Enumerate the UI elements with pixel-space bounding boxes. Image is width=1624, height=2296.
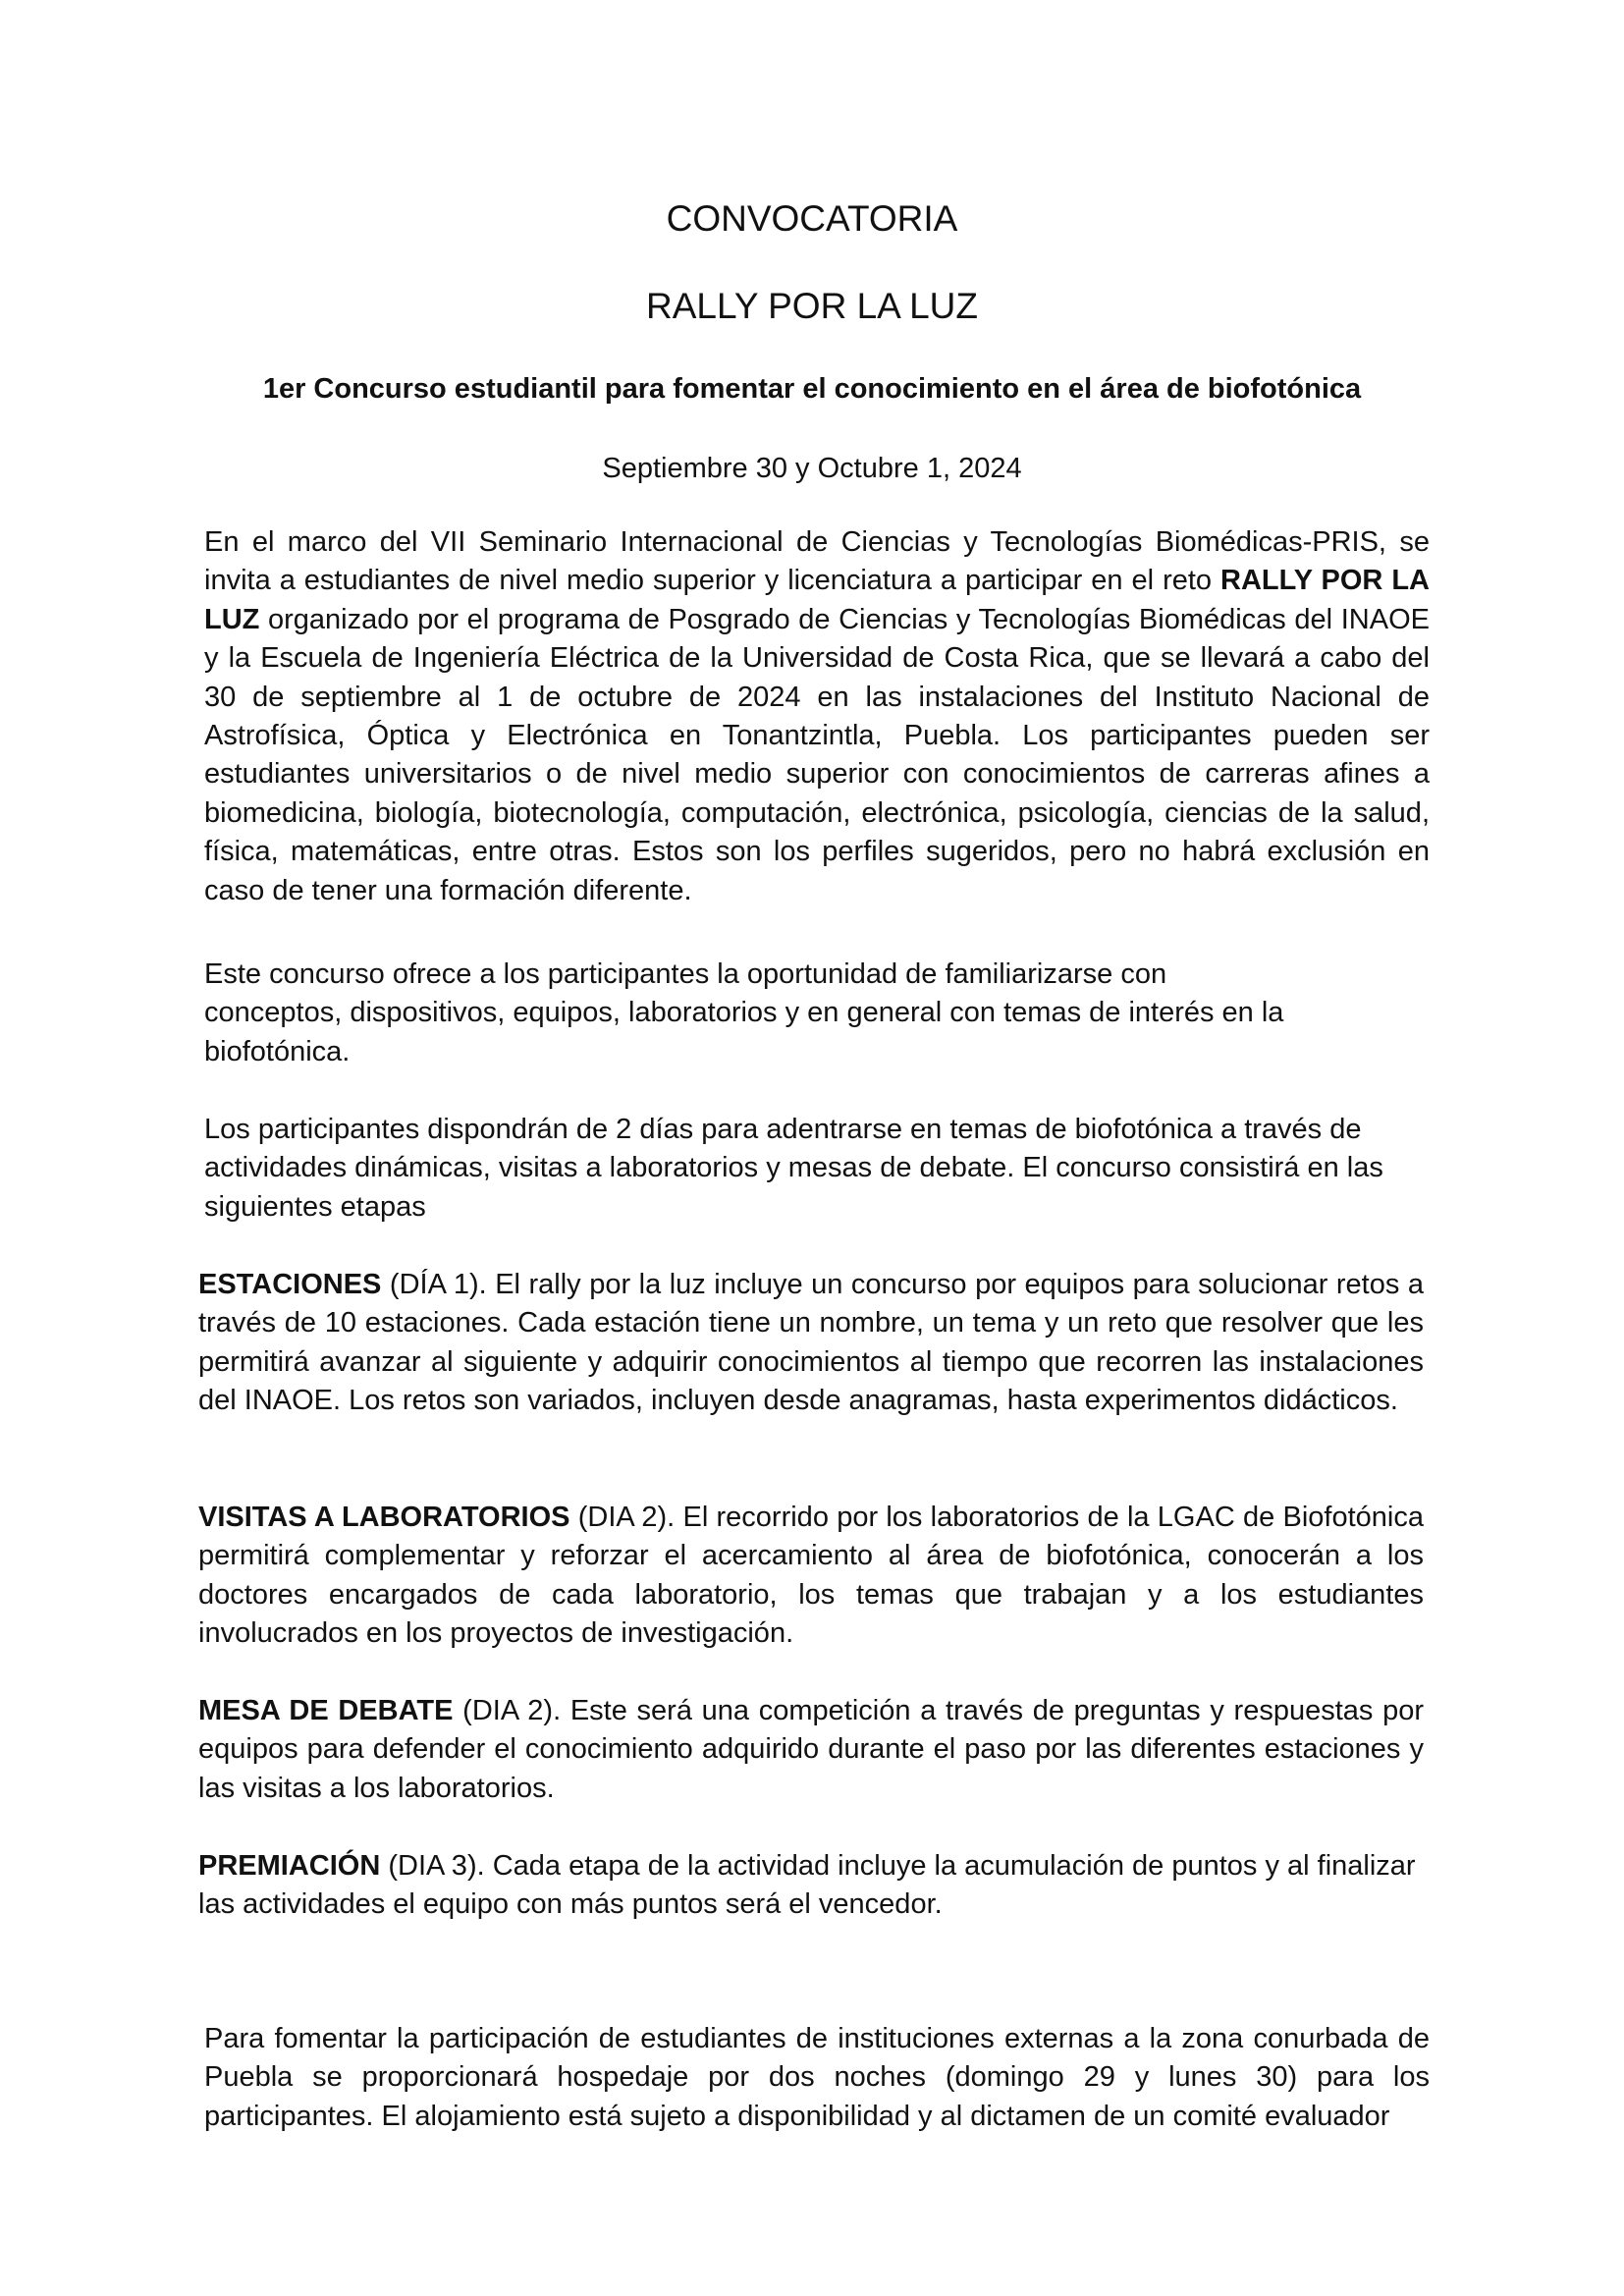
contest-line-3: biofotónica. — [204, 1035, 351, 1067]
stage-text: (DÍA 1). El rally por la luz incluye un concurso por equipos para solucionar retos a través de 10 estaciones. Cada estación tiene un nombre, un tema y un reto que resolver que les permitirá avanzar al siguiente y adquirir conocimientos al tiempo que recorren las instalaciones del INAOE. Los retos son variados, incluyen desde anagramas, hasta experimentos didácticos. — [198, 1269, 1424, 1417]
stage-text: (DIA 3). Cada etapa de la actividad incluye la acumulación de puntos y al finalizar las actividades el equipo con más puntos será el vencedor. — [198, 1850, 1416, 1921]
stage-text: (DIA 2). El recorrido por los laboratorios de la LGAC de Biofotónica permitirá complementar y reforzar el acercamiento al área de biofotónica, conocerán a los doctores encargados de cada laboratorio, los temas que trabajan y a los estudiantes involucrados en los proyectos de investigación. — [198, 1502, 1424, 1650]
stage-visitas — [198, 1499, 1424, 1654]
contest-line-2: conceptos, dispositivos, equipos, laboratorios y en general con temas de interés en la — [204, 997, 1284, 1029]
stage-heading: ESTACIONES — [198, 1269, 382, 1300]
intro-paragraph — [198, 523, 1430, 910]
contest-paragraph — [198, 956, 1430, 1071]
lodging-paragraph: Para fomentar la participación de estudiantes de instituciones externas a la zona conurbada de Puebla se proporcionará hospedaje por dos noches (domingo 29 y lunes 30) para los participantes. El alojamiento está sujeto a disponibilidad y al dictamen de un comité evaluador — [204, 2023, 1430, 2132]
stage-estaciones — [198, 1266, 1424, 1421]
document-title: CONVOCATORIA — [666, 198, 958, 239]
event-date: Septiembre 30 y Octubre 1, 2024 — [602, 453, 1022, 484]
intro-rally-name: RALLY POR LA LUZ — [204, 565, 1430, 635]
event-title: RALLY POR LA LUZ — [646, 286, 978, 326]
contest-line-1: Este concurso ofrece a los participantes la oportunidad de familiarizarse con — [204, 958, 1167, 990]
stage-heading: PREMIACIÓN — [198, 1850, 381, 1882]
intro-text-2: organizado por el programa de Posgrado de Ciencias y Tecnologías Biomédicas del INAOE y la Escuela de Ingeniería Eléctrica de la Universidad de Costa Rica, que se llevará a cabo del 30 de septiembre al 1 de octubre de 2024 en las instalaciones del Instituto Nacional de Astrofísica, Óptica y Electrónica en Tonantzintla, Puebla. Los participantes pueden ser estudiantes universitarios o de nivel medio superior con conocimientos de carreras afines a biomedicina, biología, biotecnología, computación, electrónica, psicología, ciencias de la salud, física, matemáticas, entre otras. Estos son los perfiles sugeridos, pero no habrá exclusión en caso de tener una formación diferente. — [204, 603, 1430, 906]
document-subtitle: 1er Concurso estudiantil para fomentar el conocimiento en el área de biofotónica — [262, 373, 1362, 405]
stage-heading: MESA DE DEBATE — [198, 1695, 454, 1726]
stage-heading: VISITAS A LABORATORIOS — [198, 1502, 570, 1533]
intro-text-1: En el marco del VII Seminario Internacional de Ciencias y Tecnologías Biomédicas-PRIS, se invita a estudiantes de nivel medio superior y licenciatura a participar en el reto — [204, 526, 1430, 597]
stage-premiacion — [198, 1847, 1416, 1925]
stage-mesa-debate — [198, 1692, 1424, 1808]
stage-text: (DIA 2). Este será una competición a través de preguntas y respuestas por equipos para defender el conocimiento adquirido durante el paso por las diferentes estaciones y las visitas a los laboratorios. — [198, 1695, 1425, 1804]
days-paragraph: Los participantes dispondrán de 2 días para adentrarse en temas de biofotónica a través de actividades dinámicas, visitas a laboratorios y mesas de debate. El concurso consistirá en las siguientes etapas — [204, 1114, 1383, 1223]
